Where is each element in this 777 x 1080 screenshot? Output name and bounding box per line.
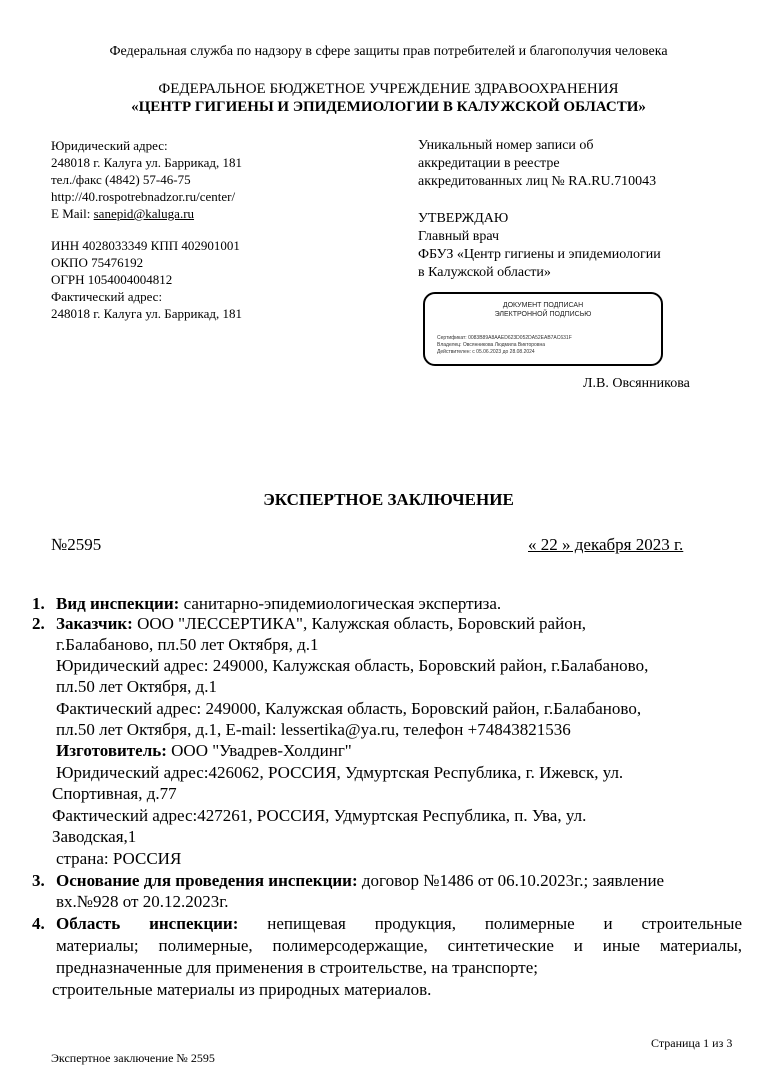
document-number: №2595 xyxy=(51,535,102,554)
item-2-number: 2. xyxy=(32,614,45,633)
page-counter: Страница 1 из 3 xyxy=(651,1036,733,1050)
item-2-line-2: г.Балабаново, пл.50 лет Октября, д.1 xyxy=(56,635,319,654)
phone-fax: тел./факс (4842) 57-46-75 xyxy=(51,172,191,187)
item-3-line-2: вх.№928 от 20.12.2023г. xyxy=(56,892,229,911)
stamp-certificate: Сертификат: 0083B89A8AAED623D052DA52EAB7AC631F xyxy=(437,335,572,341)
maker-label: Изготовитель: xyxy=(56,741,167,760)
stamp-validity: Действителен: с 05.06.2023 до 28.08.2024 xyxy=(437,349,535,355)
stamp-title-1: ДОКУМЕНТ ПОДПИСАН xyxy=(502,302,584,309)
agency-name: Федеральная служба по надзору в сфере защиты прав потребителей и благополучия человека xyxy=(109,44,668,59)
footer-document-ref: Экспертное заключение № 2595 xyxy=(51,1051,215,1065)
item-2-label: Заказчик: xyxy=(56,614,133,633)
approve-label: УТВЕРЖДАЮ xyxy=(418,211,509,226)
stamp-title-2: ЭЛЕКТРОННОЙ ПОДПИСЬЮ xyxy=(494,311,592,318)
item-4-label: Область инспекции: xyxy=(56,914,239,933)
item-2-customer: ООО "ЛЕССЕРТИКА", Калужская область, Боровский район, xyxy=(132,614,587,633)
email-link[interactable]: sanepid@kaluga.ru xyxy=(93,206,195,221)
item-2-line-3: Юридический адрес: 249000, Калужская область, Боровский район, г.Балабаново, xyxy=(56,656,649,675)
accreditation-line-3: аккредитованных лиц № RA.RU.710043 xyxy=(418,174,657,189)
item-4-number: 4. xyxy=(32,914,45,933)
item-2-line-6: пл.50 лет Октября, д.1, E-mail: lessertika@ya.ru, телефон +74843821536 xyxy=(56,720,571,739)
item-2-line-1 xyxy=(56,614,586,634)
item-2-line-5: Фактический адрес: 249000, Калужская область, Боровский район, г.Балабаново, xyxy=(56,699,642,718)
item-3-number: 3. xyxy=(32,871,45,890)
item-1 xyxy=(56,594,501,614)
item-1-text: санитарно-эпидемиологическая экспертиза. xyxy=(179,594,502,613)
item-4-text: непищевая продукция, полимерные и строительные xyxy=(238,914,742,933)
signer-name: Л.В. Овсянникова xyxy=(583,376,690,391)
document-date: « 22 » декабря 2023 г. xyxy=(528,535,684,554)
email-line xyxy=(51,205,194,222)
item-4-line-2: материалы; полимерные, полимерсодержащие, синтетические и иные материалы, xyxy=(56,936,742,955)
okpo: ОКПО 75476192 xyxy=(51,255,144,270)
item-2-line-11: Заводская,1 xyxy=(52,827,137,846)
email-label: E Mail: xyxy=(51,206,94,221)
maker-name: ООО "Увадрев-Холдинг" xyxy=(166,741,352,760)
stamp-owner: Владелец: Овсянникова Людмила Викторовна xyxy=(437,342,546,348)
item-3-text: договор №1486 от 06.10.2023г.; заявление xyxy=(357,871,665,890)
item-4-line-4: строительные материалы из природных материалов. xyxy=(52,980,432,999)
item-2-line-4: пл.50 лет Октября, д.1 xyxy=(56,677,217,696)
item-2-line-12: страна: РОССИЯ xyxy=(56,849,182,868)
item-2-maker xyxy=(56,741,352,761)
document-title: ЭКСПЕРТНОЕ ЗАКЛЮЧЕНИЕ xyxy=(263,490,514,509)
approver-org-2: в Калужской области» xyxy=(418,265,551,280)
item-4-line-3: предназначенные для применения в строительстве, на транспорте; xyxy=(56,958,539,977)
ogrn: ОГРН 1054004004812 xyxy=(51,272,173,287)
accreditation-line-2: аккредитации в реестре xyxy=(418,156,560,171)
item-4-line-1 xyxy=(56,914,742,934)
actual-address: 248018 г. Калуга ул. Баррикад, 181 xyxy=(51,306,242,321)
institution-name: ФЕДЕРАЛЬНОЕ БЮДЖЕТНОЕ УЧРЕЖДЕНИЕ ЗДРАВООХРАНЕНИЯ xyxy=(158,81,619,97)
item-3-label: Основание для проведения инспекции: xyxy=(56,871,358,890)
item-1-number: 1. xyxy=(32,594,45,613)
approver-org-1: ФБУЗ «Центр гигиены и эпидемиологии xyxy=(418,247,661,262)
item-1-label: Вид инспекции: xyxy=(56,594,180,613)
item-2-line-9: Спортивная, д.77 xyxy=(52,784,177,803)
item-3-line-1 xyxy=(56,871,664,891)
item-2-line-10: Фактический адрес:427261, РОССИЯ, Удмуртская Республика, п. Ува, ул. xyxy=(52,806,587,825)
approver-position: Главный врач xyxy=(418,229,500,244)
legal-address: 248018 г. Калуга ул. Баррикад, 181 xyxy=(51,155,242,170)
institution-title: «ЦЕНТР ГИГИЕНЫ И ЭПИДЕМИОЛОГИИ В КАЛУЖСКОЙ ОБЛАСТИ» xyxy=(131,99,646,115)
website-link[interactable]: http://40.rospotrebnadzor.ru/center/ xyxy=(51,189,236,204)
item-2-line-8: Юридический адрес:426062, РОССИЯ, Удмуртская Республика, г. Ижевск, ул. xyxy=(56,763,624,782)
inn-kpp: ИНН 4028033349 КПП 402901001 xyxy=(51,238,240,253)
actual-address-label: Фактический адрес: xyxy=(51,289,163,304)
electronic-signature-stamp xyxy=(423,292,663,366)
legal-address-label: Юридический адрес: xyxy=(51,138,168,153)
accreditation-line-1: Уникальный номер записи об xyxy=(418,138,594,153)
